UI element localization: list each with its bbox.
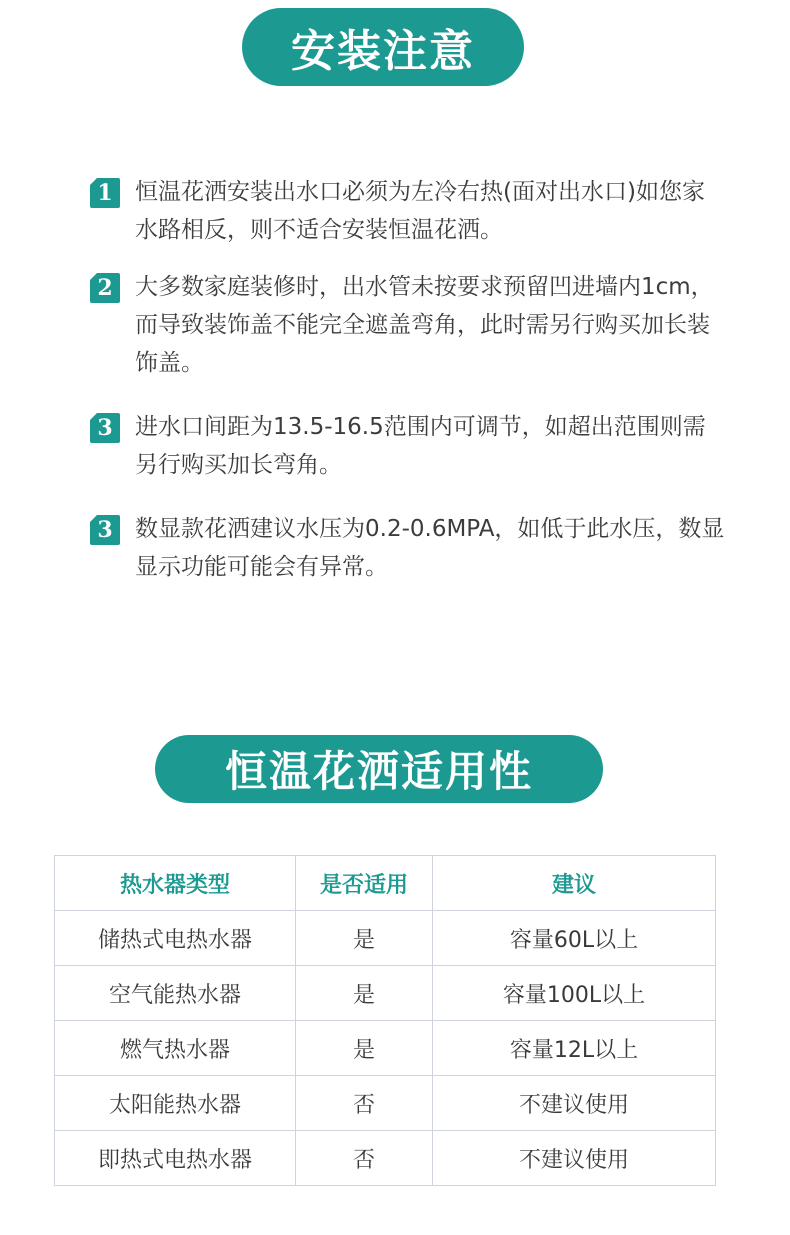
cell-applicable: 是 bbox=[296, 966, 433, 1021]
header-applicable: 是否适用 bbox=[296, 856, 433, 911]
note-text: 进水口间距为13.5-16.5范围内可调节，如超出范围则需另行购买加长弯角。 bbox=[135, 414, 706, 478]
number-badge: 2 bbox=[90, 273, 120, 303]
cell-applicable: 是 bbox=[296, 1021, 433, 1076]
cell-suggestion: 不建议使用 bbox=[433, 1131, 716, 1186]
cell-heater-type: 即热式电热水器 bbox=[55, 1131, 296, 1186]
cell-applicable: 是 bbox=[296, 911, 433, 966]
cell-heater-type: 太阳能热水器 bbox=[55, 1076, 296, 1131]
applicability-table bbox=[54, 855, 716, 1186]
table-row bbox=[55, 1021, 716, 1076]
cell-suggestion: 容量60L以上 bbox=[433, 911, 716, 966]
table-row bbox=[55, 966, 716, 1021]
table-header-row bbox=[55, 856, 716, 911]
note-text: 大多数家庭装修时，出水管未按要求预留凹进墙内1cm，而导致装饰盖不能完全遮盖弯角，此时需另行购买加长装饰盖。 bbox=[135, 274, 714, 376]
number-badge: 3 bbox=[90, 515, 120, 545]
number-badge: 1 bbox=[90, 178, 120, 208]
cell-heater-type: 储热式电热水器 bbox=[55, 911, 296, 966]
header-suggestion: 建议 bbox=[433, 856, 716, 911]
table-row bbox=[55, 911, 716, 966]
cell-applicable: 否 bbox=[296, 1076, 433, 1131]
cell-suggestion: 容量12L以上 bbox=[433, 1021, 716, 1076]
cell-applicable: 否 bbox=[296, 1131, 433, 1186]
header-heater-type: 热水器类型 bbox=[55, 856, 296, 911]
applicability-title: 恒温花洒适用性 bbox=[155, 735, 603, 803]
cell-heater-type: 空气能热水器 bbox=[55, 966, 296, 1021]
install-notes-title: 安装注意 bbox=[242, 8, 524, 86]
cell-heater-type: 燃气热水器 bbox=[55, 1021, 296, 1076]
cell-suggestion: 不建议使用 bbox=[433, 1076, 716, 1131]
number-badge: 3 bbox=[90, 413, 120, 443]
table-row bbox=[55, 1131, 716, 1186]
cell-suggestion: 容量100L以上 bbox=[433, 966, 716, 1021]
note-text: 恒温花洒安装出水口必须为左冷右热(面对出水口)如您家水路相反，则不适合安装恒温花洒。 bbox=[135, 179, 705, 243]
note-text: 数显款花洒建议水压为0.2-0.6MPA，如低于此水压，数显显示功能可能会有异常。 bbox=[135, 516, 725, 580]
table-row bbox=[55, 1076, 716, 1131]
